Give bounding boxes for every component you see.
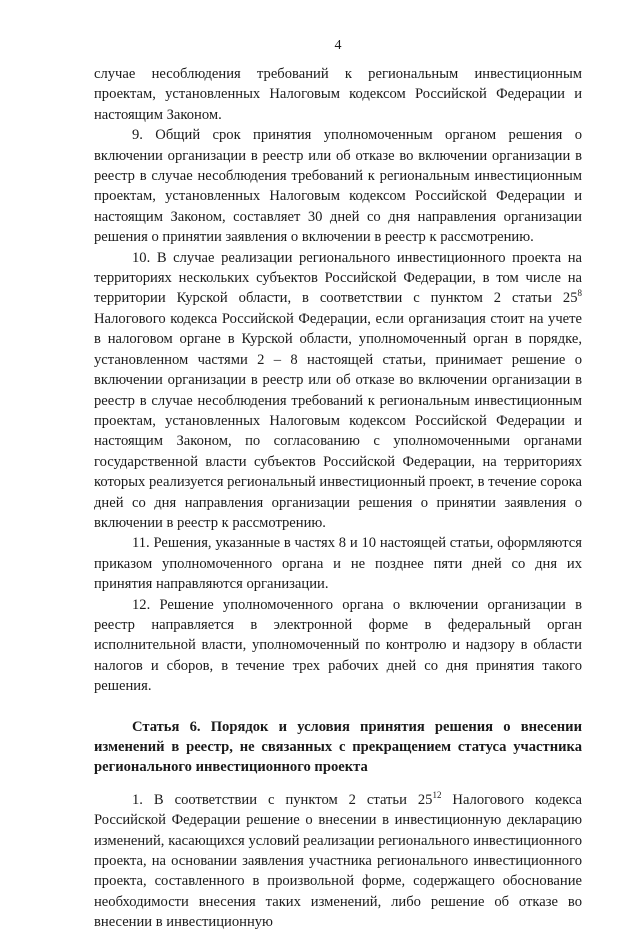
- page-number: 4: [334, 38, 342, 53]
- article-6-paragraph-1: [94, 790, 582, 933]
- article-6-paragraph-1-text-end: Налогового кодекса Российской Федерации решение о внесении в инвестиционную декларацию изменений, касающихся условий реализации регионального инвестиционного проекта, на основании заявления участника регионального инвестиционного проекта, составленного в произвольной форме, содержащего обоснование необходимости внесения таких изменений, либо решение об отказе во внесении в инвестиционную: [94, 791, 583, 931]
- paragraph-continuation: случае несоблюдения требований к региональным инвестиционным проектам, установленных Налоговым кодексом Российской Федерации и настоящим Законом.: [94, 66, 582, 123]
- article-number-superscript: 12: [432, 789, 442, 800]
- article-6-heading: Статья 6. Порядок и условия принятия решения о внесении изменений в реестр, не связанных с прекращением статуса участника регионального инвестиционного проекта: [94, 718, 582, 776]
- article-6-paragraph-1-text-start: 1. В соответствии с пунктом 2 статьи 25: [132, 791, 433, 808]
- paragraph-11: 11. Решения, указанные в частях 8 и 10 настоящей статьи, оформляются приказом уполномоченного органа и не позднее пяти дней со дня их принятия направляются организации.: [94, 535, 582, 593]
- article-number-superscript: 8: [577, 288, 582, 299]
- paragraph-9: 9. Общий срок принятия уполномоченным органом решения о включении организации в реестр или об отказе во включении организации в реестр в случае несоблюдения требований к региональным инвестиционным проектам, установленных Налоговым кодексом Российской Федерации и настоящим Законом, составляет 30 дней со дня направления организации решения о принятии заявления о включении в реестр к рассмотрению.: [94, 127, 582, 246]
- paragraph-12: 12. Решение уполномоченного органа о включении организации в реестр направляется в электронной форме в федеральный орган исполнительной власти, уполномоченный по контролю и надзору в области налогов и сборов, в течение трех рабочих дней со дня принятия такого решения.: [94, 596, 582, 695]
- paragraph-10-text-start: 10. В случае реализации регионального инвестиционного проекта на территориях нескольких субъектов Российской Федерации, в том числе на территории Курской области, в соответствии с пунктом 2 статьи 25: [94, 249, 582, 307]
- paragraph-10-text-end: Налогового кодекса Российской Федерации, если организация стоит на учете в налоговом органе в Курской области, уполномоченный орган в порядке, установленном частями 2 – 8 настоящей статьи, принимает решение о включении организации в реестр или об отказе во включении организации в реестр в случае несоблюдения требований к региональным инвестиционным проектам, установленных Налоговым кодексом Российской Федерации и настоящим Законом, по согласованию с уполномоченными органами государственной власти субъектов Российской Федерации, на территориях которых реализуется региональный инвестиционный проект, в течение сорока дней со дня направления организации решения о принятии заявления о включении в реестр к рассмотрению.: [94, 310, 582, 531]
- paragraph-10: [94, 248, 582, 534]
